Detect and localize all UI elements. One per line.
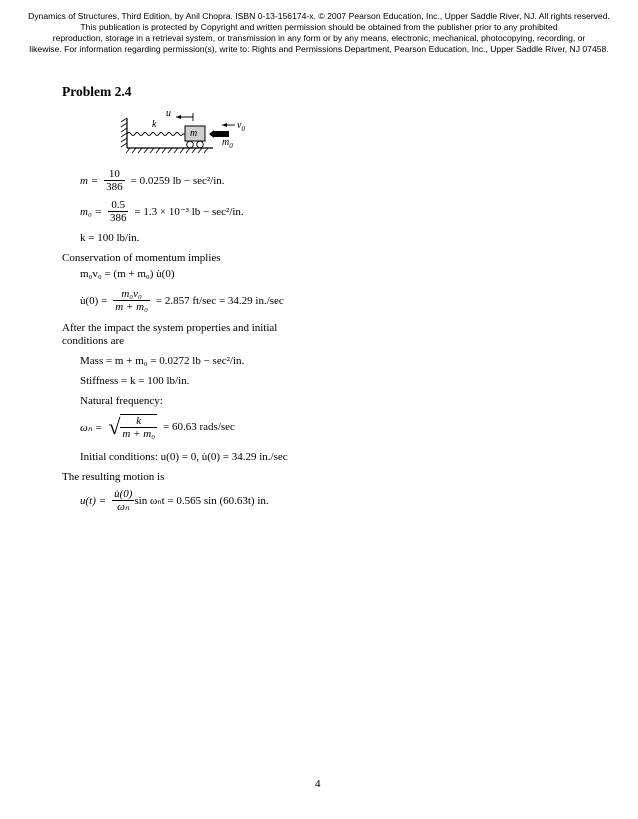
- equation-motion: [80, 488, 269, 513]
- eq-m-rhs: = 0.0259 lb − sec²/in.: [130, 174, 225, 187]
- spring-mass-figure: [118, 110, 258, 160]
- header-line-4: likewise. For information regarding permission(s), write to: Rights and Permissions Department, Pearson Education, Inc., Upper Saddle River, NJ 07458.: [29, 44, 609, 54]
- eq-m-lhs: m =: [80, 174, 99, 187]
- eq-udot-den: m + m₀: [115, 301, 148, 313]
- copyright-header: [0, 11, 638, 55]
- natural-frequency-label: Natural frequency:: [80, 395, 163, 407]
- equation-mass: [80, 168, 225, 193]
- eq-m0-num: 0.5: [108, 199, 129, 212]
- equation-omega: [80, 414, 235, 440]
- momentum-equation: m₀v₀ = (m + m₀) u̇(0): [80, 268, 175, 280]
- eq-motion-rhs: sin ωₙt = 0.565 sin (60.63t) in.: [134, 495, 269, 507]
- figure-label-k: k: [152, 119, 157, 130]
- eq-omega-rhs: = 60.63 rads/sec: [163, 421, 235, 433]
- eq-omega-fraction: [120, 414, 157, 440]
- eq-motion-lhs: u(t) =: [80, 494, 107, 507]
- after-impact-line1: After the impact the system properties and initial: [62, 322, 278, 334]
- header-line-2: This publication is protected by Copyright and written permission should be obtained from the publisher prior to any prohibited: [80, 22, 558, 32]
- eq-m0-lhs: m₀ =: [80, 205, 102, 218]
- figure-label-u: u: [166, 108, 171, 119]
- eq-motion-den: ωₙ: [117, 501, 130, 513]
- header-line-3: reproduction, storage in a retrieval system, or transmission in any form or by any means, electronic, mechanical, photocopying, recording, or: [52, 33, 586, 43]
- eq-omega-lhs: ωₙ =: [80, 421, 103, 434]
- momentum-intro: Conservation of momentum implies: [62, 252, 221, 264]
- eq-omega-num: k: [120, 415, 157, 428]
- eq-udot-num: m₀v₀: [113, 288, 150, 301]
- eq-motion-fraction: [112, 488, 134, 513]
- problem-title: Problem 2.4: [62, 84, 132, 99]
- eq-udot-rhs: = 2.857 ft/sec = 34.29 in./sec: [155, 294, 284, 307]
- eq-m0-den: 386: [109, 212, 127, 224]
- eq-m0-rhs: = 1.3 × 10⁻³ lb − sec²/in.: [134, 206, 244, 218]
- eq-m-den: 386: [106, 181, 123, 193]
- eq-m0-fraction: [108, 199, 129, 224]
- eq-m-fraction: [104, 168, 125, 193]
- after-impact-line2: conditions are: [62, 335, 125, 347]
- figure-label-m: m: [190, 128, 198, 139]
- figure-label-m0: $m_0$: [222, 137, 233, 150]
- initial-conditions: Initial conditions: u(0) = 0, u̇(0) = 34.29 in./sec: [80, 451, 288, 463]
- header-line-1: Dynamics of Structures, Third Edition, by Anil Chopra. ISBN 0-13-156174-x. © 2007 Pearson Education, Inc., Upper Saddle River, NJ. All rights reserved.: [28, 11, 610, 21]
- page-number: 4: [315, 778, 321, 790]
- sqrt-sign: √: [108, 414, 121, 439]
- figure-label-v0: $v_0$: [237, 120, 245, 133]
- eq-udot-fraction: [113, 288, 150, 313]
- motion-intro: The resulting motion is: [62, 471, 165, 483]
- equation-m0: [80, 199, 244, 224]
- eq-udot-lhs: u̇(0) =: [80, 294, 108, 307]
- mass-line: Mass = m + m₀ = 0.0272 lb − sec²/in.: [80, 355, 245, 367]
- eq-m-num: 10: [104, 168, 125, 181]
- stiffness-line: Stiffness = k = 100 lb/in.: [80, 375, 190, 387]
- eq-motion-num: u̇(0): [114, 488, 133, 500]
- equation-k: k = 100 lb/in.: [80, 232, 140, 244]
- eq-omega-den: m + m₀: [122, 428, 156, 440]
- equation-udot: [80, 288, 284, 313]
